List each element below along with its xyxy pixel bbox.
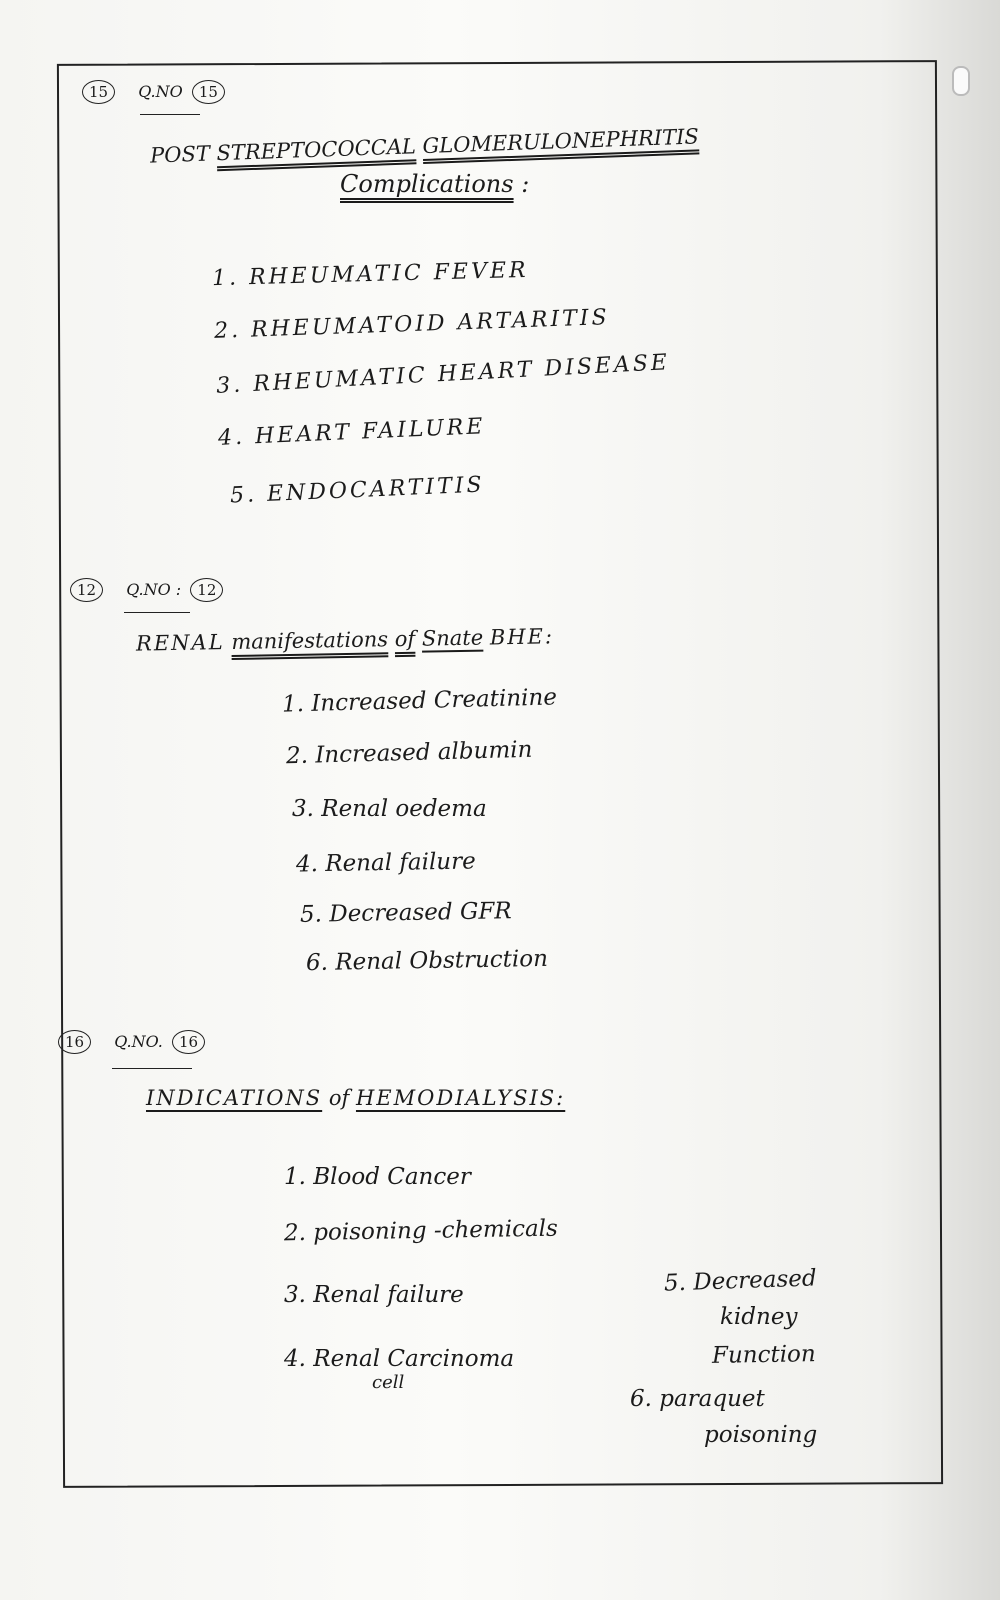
qno-underline (112, 1068, 192, 1069)
qno-label: Q.NO (138, 82, 183, 101)
list-item-continuation: kidney (720, 1304, 798, 1330)
qno-label: Q.NO. (114, 1032, 163, 1051)
qno-number: 15 (192, 80, 225, 104)
list-item: 3. Renal oedema (292, 796, 487, 822)
section-15-header (82, 80, 225, 104)
subtitle-text: Complications (340, 170, 514, 198)
title-word: manifestations (231, 627, 389, 654)
title-word: STREPTOCOCCAL (216, 134, 417, 166)
list-item: 5. ENDOCARTITIS (229, 472, 486, 509)
list-item: 6. Renal Obstruction (305, 945, 549, 977)
list-item: 1. RHEUMATIC FEVER (211, 257, 529, 292)
qno-label: Q.NO : (126, 580, 182, 599)
binder-hole (952, 66, 970, 96)
list-item: 1. Increased Creatinine (281, 684, 558, 718)
qno-underline (140, 114, 200, 115)
title-word: Snate (421, 625, 484, 651)
title-word: INDICATIONS (146, 1086, 323, 1110)
list-item: 5. Decreased (663, 1265, 818, 1297)
title-word: RENAL (135, 630, 225, 656)
list-item: 4. HEART FAILURE (217, 414, 486, 451)
list-item: 2. poisoning -chemicals (283, 1215, 559, 1247)
list-item: 5. Decreased GFR (299, 898, 512, 928)
question-badge: 16 (58, 1030, 91, 1054)
title-word: of (328, 1086, 350, 1110)
title-word: BHE: (489, 624, 555, 650)
section-16-header (58, 1030, 205, 1054)
section-16-title (146, 1086, 565, 1110)
section-15-subtitle (340, 170, 529, 198)
qno-number: 16 (172, 1030, 205, 1054)
section-12-header (70, 578, 223, 602)
subtitle-colon: : (521, 170, 530, 198)
list-item: 4. Renal Carcinoma (284, 1346, 515, 1372)
list-item: 3. RHEUMATIC HEART DISEASE (215, 350, 671, 399)
list-item: 2. RHEUMATOID ARTARITIS (213, 305, 611, 344)
title-word: of (394, 626, 416, 652)
list-item-continuation: Function (711, 1341, 816, 1369)
qno-number: 12 (190, 578, 223, 602)
list-item: 1. Blood Cancer (284, 1164, 471, 1190)
list-item-continuation: poisoning (704, 1422, 818, 1448)
title-word: GLOMERULONEPHRITIS (422, 124, 700, 159)
question-badge: 12 (70, 578, 103, 602)
list-item: 2. Increased albumin (285, 736, 533, 770)
list-item: 6. paraquet (630, 1386, 765, 1412)
title-word: POST (149, 141, 211, 168)
question-badge: 15 (82, 80, 115, 104)
title-word: HEMODIALYSIS: (355, 1086, 566, 1110)
qno-underline (124, 612, 190, 613)
list-item: 4. Renal failure (295, 848, 476, 878)
list-item-continuation: cell (372, 1372, 405, 1393)
list-item: 3. Renal failure (284, 1282, 464, 1308)
